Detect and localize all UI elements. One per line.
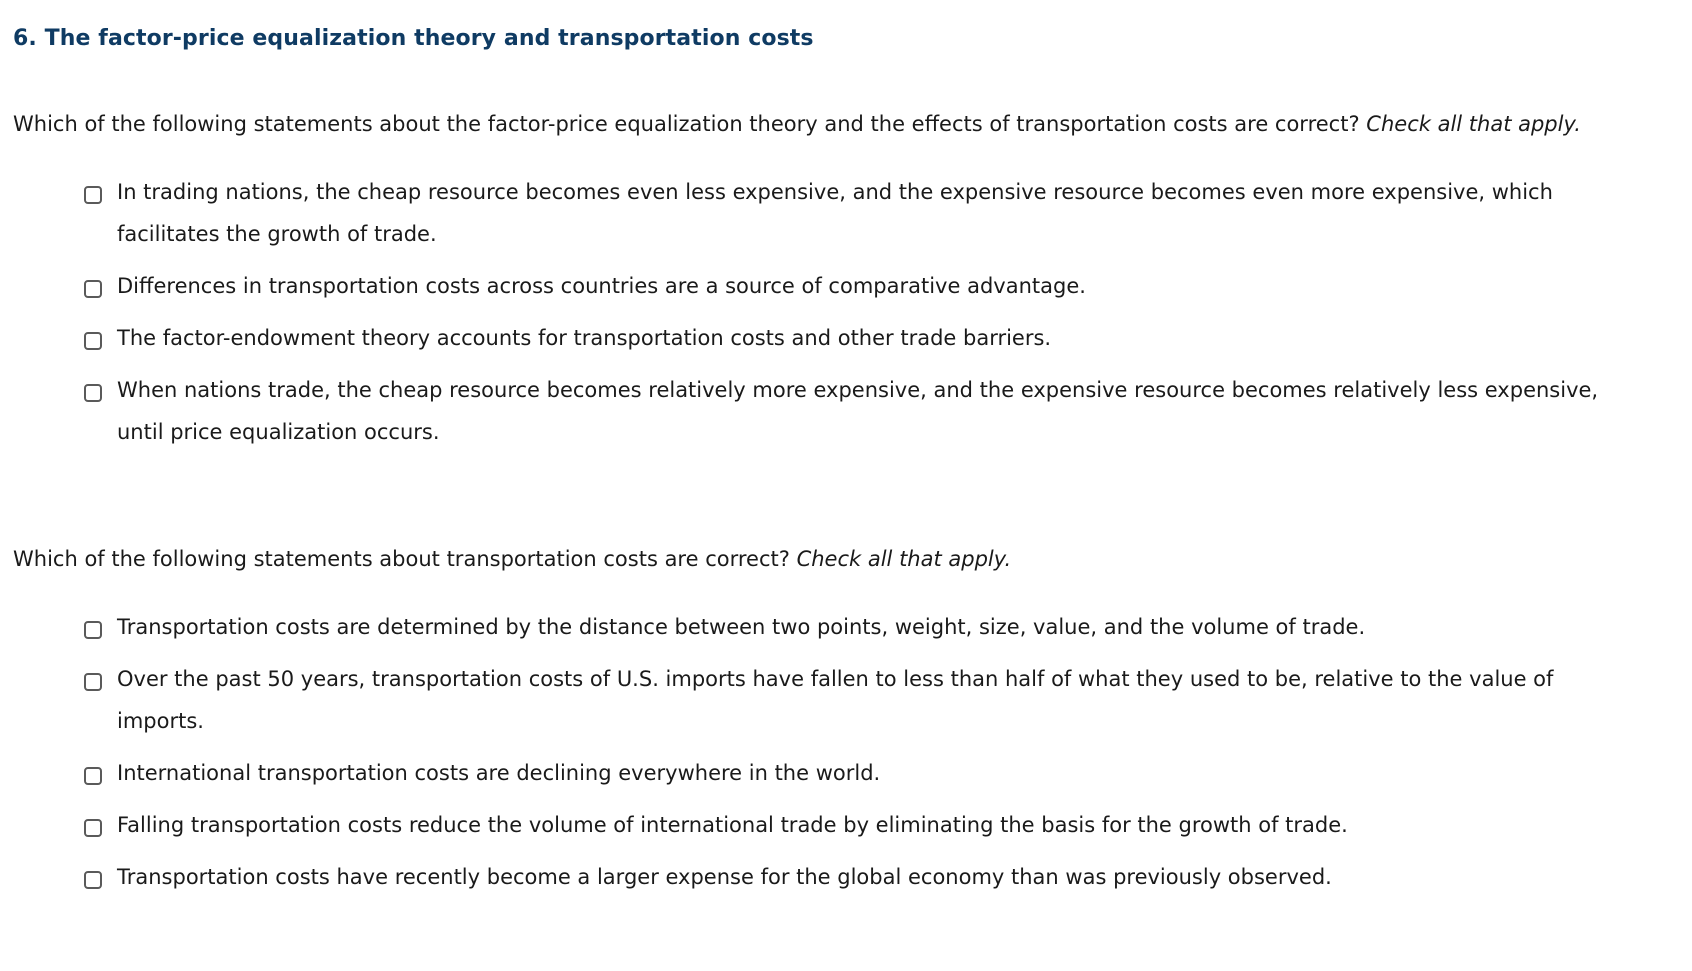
- question-2-option-3[interactable]: [84, 762, 1614, 794]
- checkbox[interactable]: [84, 767, 102, 785]
- question-2-option-1[interactable]: [84, 616, 1614, 648]
- question-1-option-2[interactable]: [84, 275, 1614, 307]
- checkbox[interactable]: [84, 280, 102, 298]
- checkbox[interactable]: [84, 819, 102, 837]
- checkbox[interactable]: [84, 673, 102, 691]
- checkbox[interactable]: [84, 871, 102, 889]
- checkbox[interactable]: [84, 621, 102, 639]
- option-label: International transportation costs are declining everywhere in the world.: [117, 761, 881, 785]
- option-label: Falling transportation costs reduce the volume of international trade by eliminating the basis for the growth of trade.: [117, 813, 1348, 837]
- option-label: When nations trade, the cheap resource becomes relatively more expensive, and the expensive resource becomes relatively less expensive, until price equalization occurs.: [117, 378, 1599, 444]
- question-1-option-3[interactable]: [84, 327, 1614, 359]
- option-label: Over the past 50 years, transportation costs of U.S. imports have fallen to less than half of what they used to be, relative to the value of imports.: [117, 667, 1554, 733]
- question-2-option-2[interactable]: [84, 668, 1614, 742]
- question-2-instruction: Check all that apply.: [796, 547, 1012, 571]
- question-1-instruction: Check all that apply.: [1366, 112, 1581, 136]
- checkbox[interactable]: [84, 186, 102, 204]
- question-2-options: [84, 616, 1614, 918]
- option-label: Differences in transportation costs across countries are a source of comparative advantage.: [117, 274, 1086, 298]
- checkbox[interactable]: [84, 332, 102, 350]
- question-1-text: Which of the following statements about the factor-price equalization theory and the effects of transportation costs are correct?: [13, 112, 1360, 136]
- question-2-option-5[interactable]: [84, 866, 1614, 898]
- question-2-option-4[interactable]: [84, 814, 1614, 846]
- option-label: In trading nations, the cheap resource becomes even less expensive, and the expensive resource becomes even more expensive, which facilitates the growth of trade.: [117, 180, 1553, 246]
- question-2-prompt: [13, 545, 1011, 573]
- question-2-text: Which of the following statements about transportation costs are correct?: [13, 547, 790, 571]
- question-1-options: [84, 181, 1614, 473]
- option-label: Transportation costs have recently become a larger expense for the global economy than was previously observed.: [117, 865, 1332, 889]
- checkbox[interactable]: [84, 384, 102, 402]
- question-1-option-1[interactable]: [84, 181, 1614, 255]
- option-label: Transportation costs are determined by the distance between two points, weight, size, value, and the volume of trade.: [117, 615, 1366, 639]
- question-1-option-4[interactable]: [84, 379, 1614, 453]
- option-label: The factor-endowment theory accounts for transportation costs and other trade barriers.: [117, 326, 1052, 350]
- question-title: 6. The factor-price equalization theory and transportation costs: [13, 26, 814, 51]
- question-1-prompt: [13, 110, 1581, 138]
